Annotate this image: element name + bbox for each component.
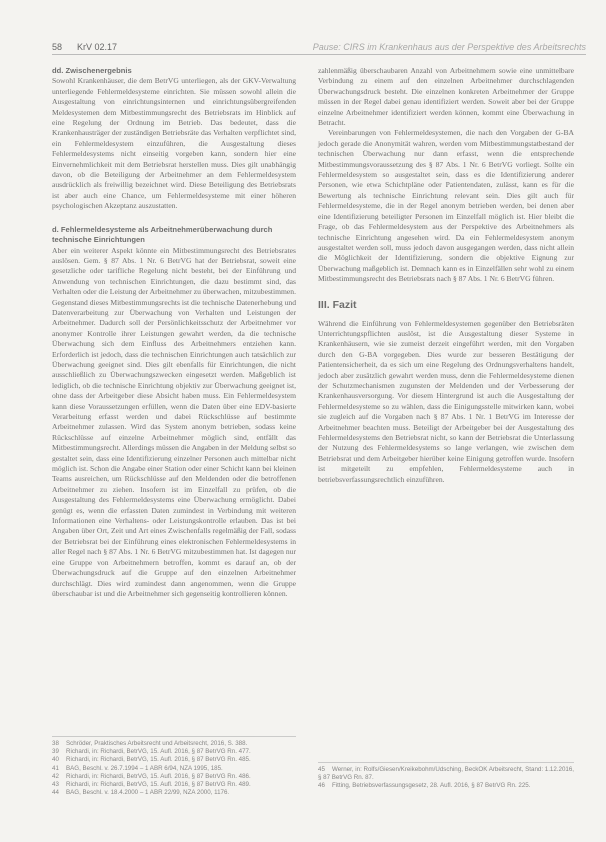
left-column [52,66,296,599]
right-paragraph-2: Vereinbarungen von Fehlermeldesystemen, die nach den Vorgaben der G-BA jedoch gerade die Anonymität wahren, werden vom Mitbestimmungstatbestand der technischen Überwachung nur dann erfasst, wenn die entsprechende Mitbestimmungsvoraussetzung des § 87 Abs. 1 Nr. 6 BetrVG vorliegt. Sollte ein Fehlermeldesystem so ausgestaltet sein, dass es die Identifizierung anderer Personen, wie etwa Schichtpläne oder Patientendaten, zulässt, kann es für die Bewertung als technische Einrichtung relevant sein. Dies gilt auch für Fehlermeldesysteme, die in der Regel anonym betrieben werden, bei denen aber eine Identifizierung beteiligter Personen im Einzelfall möglich ist. Hier bleibt die Frage, ob das Fehlermeldesystem aus der Perspektive des Arbeitnehmers als technische Einrichtung angesehen wird. Da ein Fehlermeldesystem anonym ausgestaltet werden soll, muss jedoch davon ausgegangen werden, dass nicht allein die Möglichkeit der Identifizierung, sondern die objektive Eignung zur Überwachung maßgeblich ist. Demnach kann es in Einzelfällen sehr wohl zu einem Mitbestimmungsrecht des Betriebsrats nach § 87 Abs. 1 Nr. 6 BetrVG führen. [318,128,574,284]
page-number: 58 [52,42,63,52]
right-column [318,66,574,485]
footnote: 43 Richardi, in: Richardi, BetrVG, 15. Aufl. 2016, § 87 BetrVG Rn. 489. [52,781,251,789]
footnote: 39 Richardi, in: Richardi, BetrVG, 15. Aufl. 2016, § 87 BetrVG Rn. 477. [52,748,251,756]
journal-name: KrV 02.17 [77,42,118,52]
footnotes-right [318,762,574,791]
footnotes-left [52,736,296,797]
footnote: 41 BAG, Beschl. v. 26.7.1994 – 1 ABR 6/94, NZA 1995, 185. [52,764,223,772]
footnote: 38 Schröder, Praktisches Arbeitsrecht und Arbeitsrecht, 2016, S. 388. [52,740,248,747]
footnote: 45 Werner, in: Rolfs/Giesen/Kreikebohm/Udsching, BeckOK Arbeitsrecht, Stand: 1.12.2016, § 87 BetrVG Rn. 87. [318,766,574,782]
footnote: 42 Richardi, in: Richardi, BetrVG, 15. Aufl. 2016, § 87 BetrVG Rn. 486. [52,772,251,780]
fazit-paragraph: Während die Einführung von Fehlermeldesystemen gegenüber den Betriebsräten Unterrichtungspflichten auslöst, ist die Ausgestaltung dieser Systeme in Krankenhäusern, wie sie zumeist derzeit eingeführt werden, mit den Vorgaben durch den G-BA vorgegeben. Dies wurde zur besseren Bestätigung der Patientensicherheit, da es sich um eine Regelung des Ordnungsverhaltens handelt, jedoch aber zusätzlich gewahrt werden muss, denn die Fehlermeldesysteme dienen der Schutzmechanismen zugunsten der Meldenden und der Verbesserung der Krankenhausversorgung. Vor diesem Hintergrund ist auch die Ausgestaltung der Fehlermeldesysteme so zu wählen, dass die Einigungsstelle mitwirken kann, wobei sie zugleich auf die Vorgaben nach § 87 Abs. 1 Nr. 1 BetrVG im Interesse der Arbeitnehmer beachten muss. Beteiligt der Arbeitgeber bei der Ausgestaltung des Fehlermeldesystems den Betriebsrat nicht, so kann der Betriebsrat die Unterlassung der Nutzung des Fehlermeldesystems so lange verlangen, wie zwischen dem Betriebsrat und dem Arbeitgeber hierüber keine Einigung getroffen wurde. Insofern ist mitgeteilt zu empfehlen, Fehlermeldesysteme auch in betriebsverfassungsrechtlich einzuführen. [318,318,574,484]
page-header [52,40,586,55]
footnote: 44 BAG, Beschl. v. 18.4.2000 – 1 ABR 22/99, NZA 2000, 1176. [52,789,230,797]
section-heading-e: d. Fehlermeldesysteme als Arbeitnehmerüberwachung durch technische Einrichtungen [52,224,273,245]
section-heading-dd: dd. Zwischenergebnis [52,66,132,75]
footnote: 46 Fitting, Betriebsverfassungsgesetz, 28. Aufl. 2016, § 87 BetrVG Rn. 225. [318,782,531,790]
right-paragraph-1: zahlenmäßig überschaubaren Anzahl von Arbeitnehmern sowie eine unmittelbare Verbindung zu einem auf den einzelnen Arbeitnehmer durchschlagenden Überwachungsdruck besteht. Die einzelnen konkreten Arbeitnehmer der Gruppe müssen in der Regel dabei genau identifiziert werden. Soweit aber bei der Gruppe einzelne Arbeitnehmer identifiziert werden können, kommt eine Überwachung in Betracht. [318,66,574,128]
footnote: 40 Richardi, in: Richardi, BetrVG, 15. Aufl. 2016, § 87 BetrVG Rn. 485. [52,756,251,764]
section-dd-paragraph: Sowohl Krankenhäuser, die dem BetrVG unterliegen, als der GKV-Verwaltung unterliegende Fehlermeldesysteme einrichten. Sie müssen sowohl allein die Ausgestaltung von einrichtungsinternen und einrichtungsübergreifenden Meldesystemen dem Mitbestimmungsrecht des Betriebsrats im Hinblick auf eine Regelung der Ordnung im Betrieb. Das bedeutet, dass die Krankenhausträger der zuständigen Betriebsräte das Verhalten verpflichtet sind, ein Fehlermeldesystem einzuführen, die Ausgestaltung dieses Fehlermeldesystems nicht einseitig vorgeben kann, sondern hier eine Einvernehmlichkeit mit dem Betriebsrat herstellen muss. Dies gilt unabhängig davon, ob die Beteiligung der Arbeitnehmer an dem Fehlermeldesystem ausdrücklich als freiwillig bezeichnet wird. Diese Beteiligung des Betriebsrats ist aber auch eine Chance, um Fehlermeldesysteme mit einer höheren psychologischen Akzeptanz auszustatten. [52,76,296,211]
running-title: Pause: CIRS im Krankenhaus aus der Perspektive des Arbeitsrechts [312,42,586,52]
section-e-paragraph: Aber ein weiterer Aspekt könnte ein Mitbestimmungsrecht des Betriebsrates auslösen. Gem. § 87 Abs. 1 Nr. 6 BetrVG hat der Betriebsrat, soweit eine gesetzliche oder tarifliche Regelung nicht besteht, bei der Einführung und Anwendung von technischen Einrichtungen, die dazu bestimmt sind, das Verhalten oder die Leistung der Arbeitnehmer zu überwachen, mitzubestimmen. Gegenstand dieses Mitbestimmungsrechts ist die technische Datenerhebung und Datenverarbeitung zur Überwachung von Verhalten und Leistungen der Arbeitnehmer. Dadurch soll der Persönlichkeitsschutz der Arbeitnehmer vor anonymer Kontrolle ihrer Leistungen gewahrt werden, da die technische Überwachung sich dem Einfluss des Arbeitnehmers entziehen kann. Erforderlich ist jedoch, dass die technischen Einrichtungen auch tatsächlich zur Überwachung geeignet sind. Dies gilt ebenfalls für Einrichtungen, die nicht ausschließlich zu Überwachungszwecken eingesetzt werden. Maßgeblich ist lediglich, ob die technische Einrichtung objektiv zur Überwachung geeignet ist, ohne dass der Arbeitgeber diese Absicht haben muss. Ein Fehlermeldesystem kann diese Voraussetzungen erfüllen, wenn die Daten über eine EDV-basierte Verarbeitung erfasst werden und dabei Rückschlüsse auf bestimmte Arbeitnehmer zulassen. Wird das System anonym betrieben, sodass keine Rückschlüsse auf einzelne Arbeitnehmer möglich sind, entfällt das Mitbestimmungsrecht. Allerdings müssen die Angaben in der Meldung selbst so gestaltet sein, dass eine Identifizierung einzelner Personen auch mittelbar nicht möglich ist. Schon die Angabe einer Station oder einer Schicht kann bei kleinen Teams ausreichen, um Rückschlüsse auf den Meldenden oder die betroffenen Arbeitnehmer zu ziehen. Insofern ist im Einzelfall zu prüfen, ob die Ausgestaltung des Fehlermeldesystems eine Überwachung ermöglicht. Dabei genügt es, wenn die erfassten Daten zumindest in Verbindung mit weiteren Informationen eine Verhaltens- oder Leistungskontrolle erlauben. Das ist bei Angaben über Ort, Zeit und Art eines Zwischenfalls regelmäßig der Fall, sodass der Betriebsrat bei der Einführung eines elektronischen Fehlermeldesystems in aller Regel nach § 87 Abs. 1 Nr. 6 BetrVG mitzubestimmen hat. Ist dagegen nur eine Gruppe von Arbeitnehmern betroffen, kommt es darauf an, ob der Überwachungsdruck auf die Gruppe auf den einzelnen Arbeitnehmer durchschlägt. Dies wird zumindest dann angenommen, wenn die Gruppe überschaubar ist und die Arbeitnehmer sich gegenseitig kontrollieren können. [52,245,296,598]
fazit-heading: III. Fazit [318,298,357,311]
